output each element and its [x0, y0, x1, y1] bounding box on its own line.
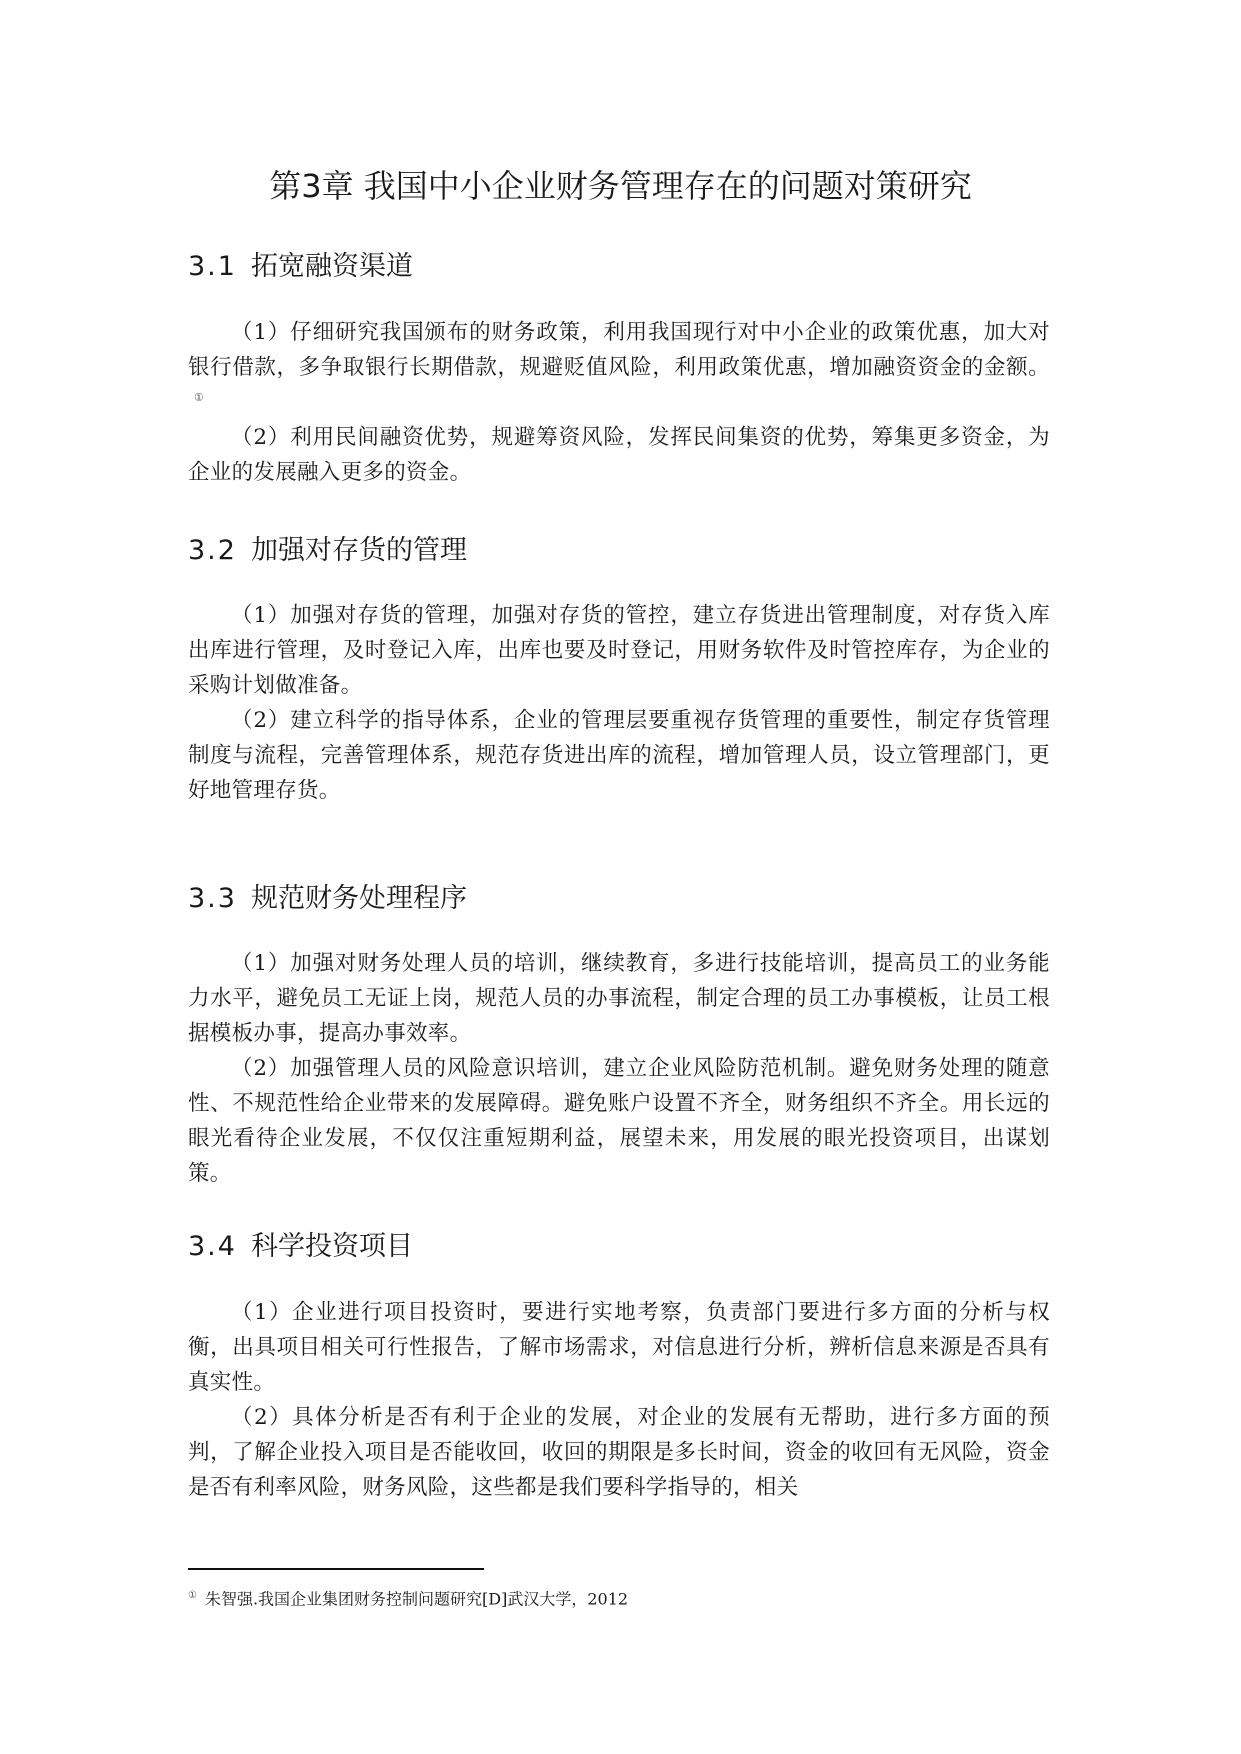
paragraph: （2）具体分析是否有利于企业的发展，对企业的发展有无帮助，进行多方面的预判，了解企业投入项目是否能收回，收回的期限是多长时间，资金的收回有无风险，资金是否有利率风险，财务风险，这些都是我们要科学指导的，相关 [188, 1405, 1050, 1500]
paragraph: （2）加强管理人员的风险意识培训，建立企业风险防范机制。避免财务处理的随意性、不规范性给企业带来的发展障碍。避免账户设置不齐全，财务组织不齐全。用长远的眼光看待企业发展，不仅仅注重短期利益，展望未来，用发展的眼光投资项目，出谋划策。 [188, 1056, 1050, 1186]
section-number: 3.2 [188, 535, 237, 566]
footnote-reference[interactable]: ① [194, 390, 205, 404]
section-heading-3-1 [188, 248, 413, 286]
paragraph: （1）加强对财务处理人员的培训，继续教育，多进行技能培训，提高员工的业务能力水平，避免员工无证上岗，规范人员的办事流程，制定合理的员工办事模板，让员工根据模板办事，提高办事效率。 [188, 951, 1050, 1046]
section-number: 3.1 [188, 251, 237, 282]
chapter-title: 第3章 我国中小企业财务管理存在的问题对策研究 [269, 167, 972, 205]
paragraph: （2）利用民间融资优势，规避筹资风险，发挥民间集资的优势，筹集更多资金，为企业的发展融入更多的资金。 [188, 425, 1050, 485]
footnote-text: 朱智强.我国企业集团财务控制问题研究[D]武汉大学，2012 [204, 1589, 629, 1609]
section-heading-3-4 [188, 1228, 413, 1266]
section-heading-3-3 [188, 880, 467, 918]
footnote [188, 1584, 628, 1611]
paragraph: （1）加强对存货的管理，加强对存货的管控，建立存货进出管理制度，对存货入库出库进行管理，及时登记入库，出库也要及时登记，用财务软件及时管控库存，为企业的采购计划做准备。 [188, 603, 1050, 698]
section-title: 科学投资项目 [250, 1231, 413, 1262]
paragraph: （1）企业进行项目投资时，要进行实地考察，负责部门要进行多方面的分析与权衡，出具项目相关可行性报告，了解市场需求，对信息进行分析，辨析信息来源是否具有真实性。 [188, 1300, 1050, 1395]
section-title: 规范财务处理程序 [250, 883, 467, 914]
section-heading-3-2 [188, 532, 467, 570]
footnote-divider [188, 1568, 484, 1570]
section-number: 3.3 [188, 883, 237, 914]
section-title: 加强对存货的管理 [250, 535, 467, 566]
section-title: 拓宽融资渠道 [250, 251, 413, 282]
section-number: 3.4 [188, 1231, 237, 1262]
footnote-mark: ① [188, 1590, 197, 1601]
paragraph: （2）建立科学的指导体系，企业的管理层要重视存货管理的重要性，制定存货管理制度与流程，完善管理体系，规范存货进出库的流程，增加管理人员，设立管理部门，更好地管理存货。 [188, 708, 1050, 803]
paragraph: （1）仔细研究我国颁布的财务政策，利用我国现行对中小企业的政策优惠，加大对银行借款，多争取银行长期借款，规避贬值风险，利用政策优惠，增加融资资金的金额。① [188, 320, 1050, 404]
